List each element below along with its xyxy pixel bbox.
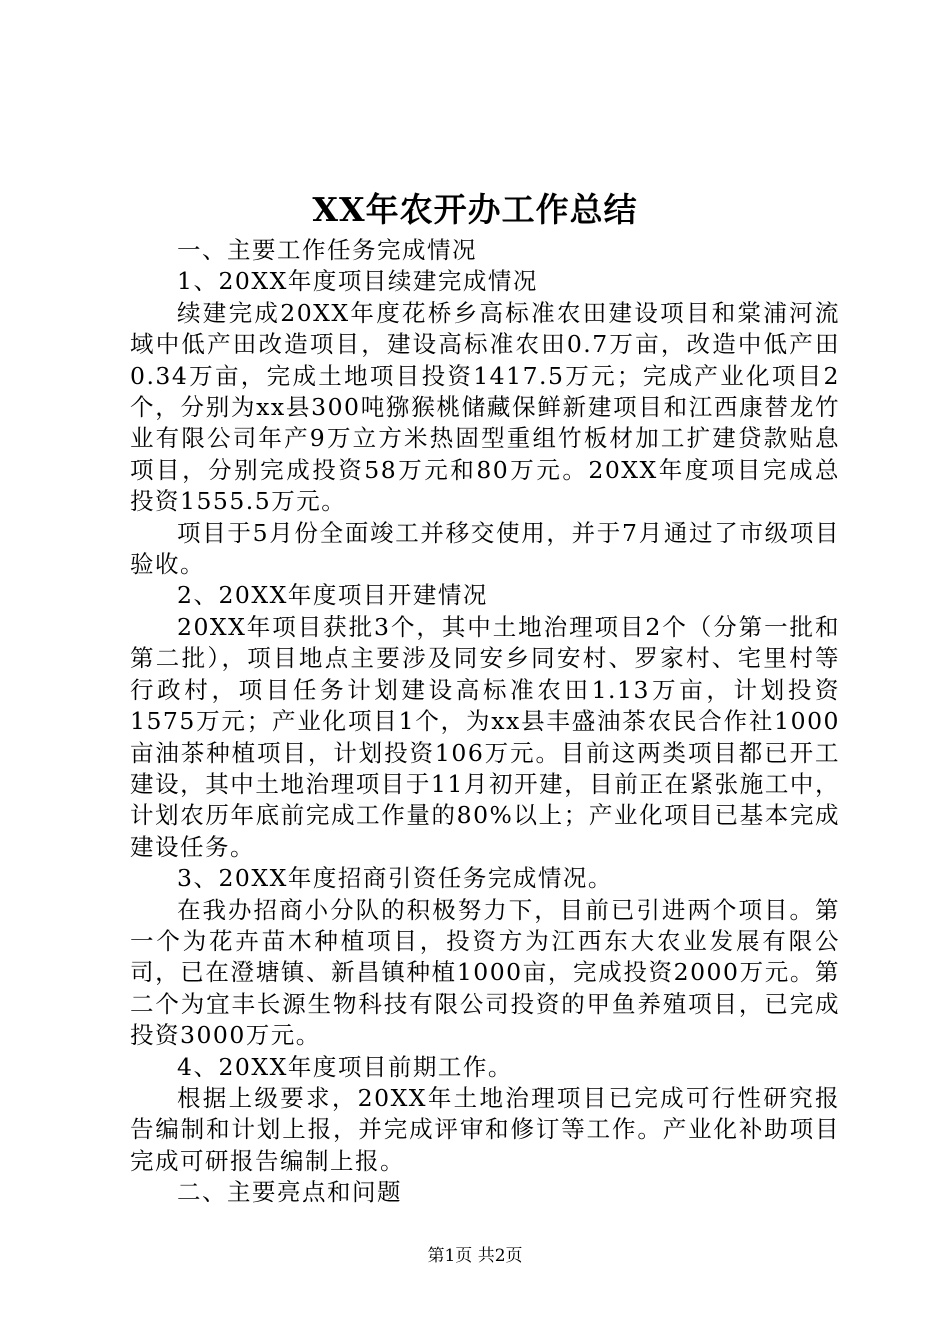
document-title: XX年农开办工作总结 [312,190,638,229]
section-heading: 一、主要工作任务完成情况 [177,236,477,264]
section-heading: 二、主要亮点和问题 [177,1178,402,1207]
subsection-heading: 3、20XX年度招商引资任务完成情况。 [177,864,613,893]
page-footer: 第1页 共2页 [427,1246,523,1266]
subsection-heading: 4、20XX年度项目前期工作。 [177,1052,513,1081]
body-paragraph: 续建完成20XX年度花桥乡高标准农田建设项目和棠浦河流域中低产田改造项目，建设高标准农田0.7万亩，改造中低产田0.34万亩，完成土地项目投资1417.5万元；完成产业化项目2个，分别为xx县300吨猕猴桃储藏保鲜新建项目和江西康替龙竹业有限公司年产9万立方米热固型重组竹板材加工扩建贷款贴息项目，分别完成投资58万元和80万元。20XX年度项目完成总投资1555.5万元。 [130,298,840,516]
body-paragraph: 20XX年项目获批3个，其中土地治理项目2个（分第一批和第二批），项目地点主要涉及同安乡同安村、罗家村、宅里村等行政村，项目任务计划建设高标准农田1.13万亩，计划投资1575万元；产业化项目1个，为xx县丰盛油茶农民合作社1000亩油茶种植项目，计划投资106万元。目前这两类项目都已开工建设，其中土地治理项目于11月初开建，目前正在紧张施工中，计划农历年底前完成工作量的80%以上；产业化项目已基本完成建设任务。 [130,612,840,861]
body-paragraph: 在我办招商小分队的积极努力下，目前已引进两个项目。第一个为花卉苗木种植项目，投资方为江西东大农业发展有限公司，已在澄塘镇、新昌镇种植1000亩，完成投资2000万元。第二个为宜丰长源生物科技有限公司投资的甲鱼养殖项目，已完成投资3000万元。 [130,895,840,1050]
body-paragraph: 项目于5月份全面竣工并移交使用，并于7月通过了市级项目验收。 [130,518,840,579]
subsection-heading: 2、20XX年度项目开建情况 [177,581,488,610]
subsection-heading: 1、20XX年度项目续建完成情况 [177,267,538,296]
body-paragraph: 根据上级要求，20XX年土地治理项目已完成可行性研究报告编制和计划上报，并完成评审和修订等工作。产业化补助项目完成可研报告编制上报。 [130,1083,840,1175]
document-body [130,235,840,1209]
